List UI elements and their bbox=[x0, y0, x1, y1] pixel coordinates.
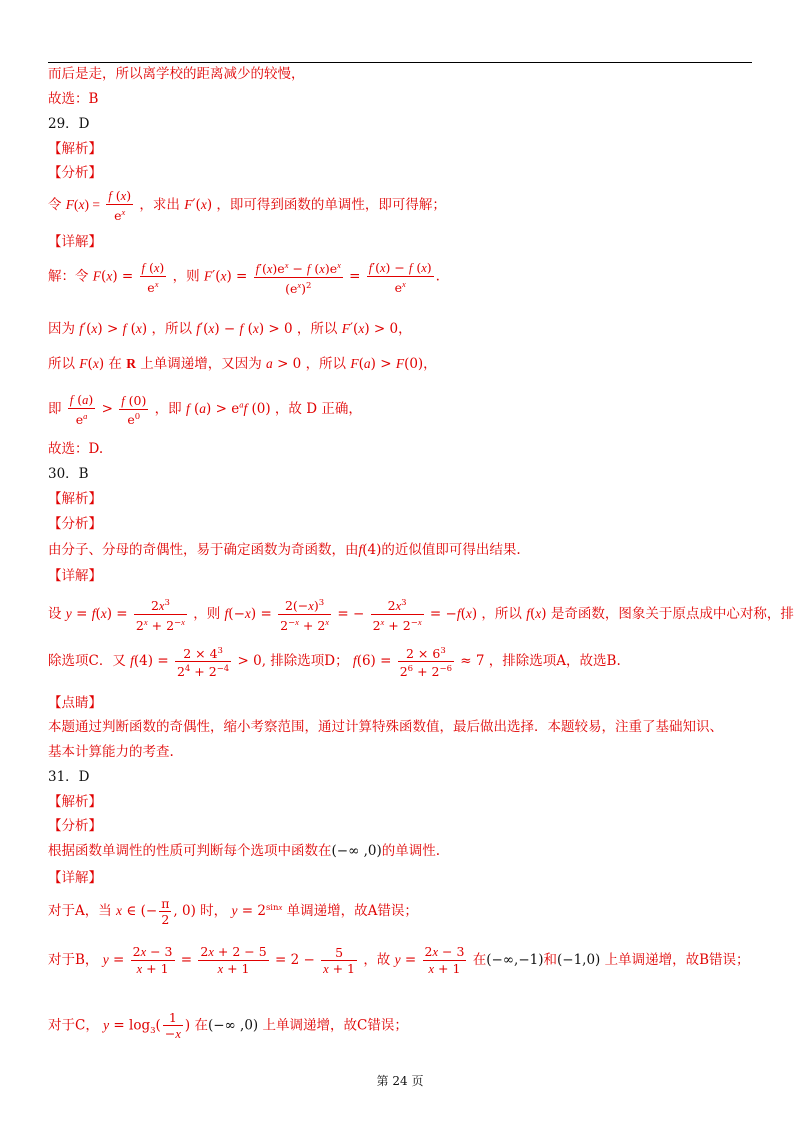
q31-option-b: 对于B， y = $\frac{2x - 3}{x + 1}$ = $\frac{2x + 2 - 5}{x + 1}$ = 2 − $\frac{5}{x + 1}$ ，故 y = $\frac{2x - 3}{x + 1}$ 在(−∞,−1)和(−1,0) 上单调递增，故B错误； bbox=[48, 944, 750, 976]
math-fraction: $\frac{1}{-x}$ bbox=[164, 1010, 181, 1041]
section-dianjing: 【点睛】 bbox=[48, 695, 102, 711]
math-fraction: $\frac{2x + 2 - 5}{x + 1}$ bbox=[200, 944, 267, 976]
q31-option-a: 对于A，当 x ∈ (− $\frac{\pi}{2}$ , 0) 时， $y = 2^{sinx}$ 单调递增，故A错误； bbox=[48, 896, 418, 927]
math-fraction: $\frac{5}{x + 1}$ bbox=[323, 944, 356, 976]
q30-analysis-line: 由分子、分母的奇偶性，易于确定函数为奇函数，由f(4)的近似值即可得出结果. bbox=[48, 542, 521, 558]
math-fraction: $\frac{2 \times 4^3}{2^4 + 2^{-4}}$ bbox=[176, 646, 230, 680]
text: ，求出 bbox=[139, 197, 180, 214]
text: ，所以 bbox=[305, 356, 347, 372]
text: 在 bbox=[108, 356, 122, 372]
text: 对于B， bbox=[48, 952, 99, 968]
text: 上单调递增，又因为 bbox=[140, 356, 262, 372]
math-fraction: $\frac{f'(x) - f (x)}{e^x}$ bbox=[368, 259, 432, 295]
math-fraction: $\frac{2 \times 6^3}{2^6 + 2^{-6}}$ bbox=[399, 646, 452, 680]
q29-line: 即 $\frac{f (a)}{e^a}$ > $\frac{f (0)}{e^0}$ ，即 f $(a) > e^af$ (0) ，故 D 正确， bbox=[48, 392, 362, 428]
q31-option-c: 对于C， $y = \log_3$( $\frac{1}{-x}$ ) 在(−∞ ,0) 上单调递增，故C错误； bbox=[48, 1010, 408, 1041]
math-fraction: $\frac{f (0)}{e^0}$ bbox=[121, 392, 147, 427]
header-rule bbox=[48, 62, 752, 63]
text: 是奇函数，图象关于原点成中心对称，排 bbox=[550, 606, 794, 623]
section-fenxi: 【分析】 bbox=[48, 516, 102, 532]
text: 时， bbox=[200, 903, 228, 919]
text: 令 bbox=[48, 197, 62, 214]
text: 所以 bbox=[48, 356, 75, 372]
math-fraction: $\frac{2x^3}{2^x + 2^{-x}}$ bbox=[135, 598, 185, 634]
answer-line: 故选：B bbox=[48, 91, 99, 107]
text: 和 bbox=[543, 952, 557, 968]
text: ，故 D 正确， bbox=[274, 401, 362, 418]
section-xiangjie: 【详解】 bbox=[48, 568, 102, 584]
math-fraction: $\frac{f'(x)e^x - f (x)e^x}{(e^x)^2}$ bbox=[255, 260, 341, 297]
text: ，则 bbox=[172, 268, 200, 285]
math-F-def: F bbox=[65, 197, 75, 213]
text: 单调递增，故A错误； bbox=[286, 903, 418, 919]
text: 由分子、分母的奇偶性，易于确定函数为奇函数，由 bbox=[48, 542, 359, 558]
q30-solution-line: 设 y = f(x) = $\frac{2x^3}{2^x + 2^{-x}}$ ，则 f(−x) = $\frac{2(-x)^3}{2^{-x} + 2^x}$ = − $\frac{2x^3}{2^x + 2^{-x}}$ = −f(x) ，所以 f(x) 是奇函数，图象关于原点成中心对称，排 bbox=[48, 598, 794, 634]
q29-analysis-line: 令 F(x) = $\frac{f (x)}{e^x}$ ，求出 F′(x) ，即可得到函数的单调性，即可得解； bbox=[48, 188, 446, 224]
text: 对于A，当 bbox=[48, 903, 112, 919]
text: 即 bbox=[48, 401, 62, 418]
question-31-header: 31．D bbox=[48, 769, 90, 785]
page-number: 第 24 页 bbox=[376, 1074, 424, 1088]
math-fraction: $\frac{2x - 3}{x + 1}$ bbox=[132, 944, 173, 976]
q30-solution-line: 除选项C．又 f(4) = $\frac{2 \times 4^3}{2^4 + 2^{-4}}$ > 0, 排除选项D； f(6) = $\frac{2 \times 6^3}{2^6 + 2^{-6}}$ ≈ 7 ，排除选项A，故选B. bbox=[48, 646, 621, 680]
text: ，则 bbox=[193, 606, 221, 623]
text: ，排除选项A，故选B. bbox=[488, 653, 621, 670]
text: 设 bbox=[48, 606, 62, 623]
q29-line: 因为 f′(x) > f (x) ，所以 f′(x) − f (x) > 0 ，所以 F′(x) > 0， bbox=[48, 321, 412, 337]
text: 在 bbox=[194, 1017, 208, 1034]
math-fraction: $\frac{2x - 3}{x + 1}$ bbox=[424, 944, 465, 976]
q30-remark-line: 基本计算能力的考查. bbox=[48, 744, 174, 760]
text: 上单调递增，故C错误； bbox=[262, 1017, 408, 1034]
text: 解：令 bbox=[48, 268, 89, 285]
section-xiangjie: 【详解】 bbox=[48, 234, 102, 250]
math-fraction: $\frac{2x^3}{2^x + 2^{-x}}$ bbox=[372, 598, 422, 634]
math-fraction: $\frac{f (x)}{e^x}$ bbox=[141, 259, 165, 295]
text: 上单调递增，故B错误； bbox=[604, 952, 750, 968]
math-fraction: $\frac{\pi}{2}$ bbox=[161, 896, 170, 927]
text: ，所以 bbox=[481, 606, 522, 623]
section-fenxi: 【分析】 bbox=[48, 165, 102, 181]
question-29-header: 29．D bbox=[48, 116, 90, 132]
text: R bbox=[126, 356, 136, 371]
text: 因为 bbox=[48, 321, 75, 337]
math-fraction: $\frac{f (x)}{e^x}$ bbox=[108, 188, 132, 224]
text: 除选项C．又 bbox=[48, 653, 126, 670]
text-line: 而后是走，所以离学校的距离减少的较慢， bbox=[48, 66, 305, 82]
text: 根据函数单调性的性质可判断每个选项中函数在 bbox=[48, 843, 332, 859]
text: 的近似值即可得出结果. bbox=[381, 542, 521, 558]
math-fraction: $\frac{f (a)}{e^a}$ bbox=[69, 392, 94, 428]
section-xiangjie: 【详解】 bbox=[48, 870, 102, 886]
section-jiexi: 【解析】 bbox=[48, 491, 102, 507]
math-fraction: $\frac{2(-x)^3}{2^{-x} + 2^x}$ bbox=[280, 598, 330, 634]
q29-line: 所以 F(x) 在 R 上单调递增，又因为 a > 0 ，所以 F(a) > F(0)， bbox=[48, 356, 437, 372]
q30-remark-line: 本题通过判断函数的奇偶性，缩小考察范围，通过计算特殊函数值，最后做出选择．本题较易，注重了基础知识、 bbox=[48, 719, 723, 735]
text: 排除选项D； bbox=[270, 653, 349, 670]
q29-solution-line: 解：令 F(x) = $\frac{f (x)}{e^x}$ ，则 F′(x) = $\frac{f'(x)e^x - f (x)e^x}{(e^x)^2}$ = $\frac{f'(x) - f (x)}{e^x}$ . bbox=[48, 259, 440, 297]
question-30-header: 30．B bbox=[48, 466, 89, 482]
section-fenxi: 【分析】 bbox=[48, 818, 102, 834]
text: 对于C， bbox=[48, 1017, 99, 1034]
text: 在 bbox=[472, 952, 487, 968]
text: ，即可得到函数的单调性，即可得解； bbox=[216, 197, 446, 214]
section-jiexi: 【解析】 bbox=[48, 141, 102, 157]
text: ，所以 bbox=[296, 321, 338, 337]
q31-analysis-line: 根据函数单调性的性质可判断每个选项中函数在(−∞ ,0)的单调性. bbox=[48, 843, 441, 859]
answer-line: 故选：D. bbox=[48, 441, 104, 457]
text: ，所以 bbox=[151, 321, 192, 337]
section-jiexi: 【解析】 bbox=[48, 794, 102, 810]
text: 的单调性. bbox=[381, 843, 441, 859]
text: ，即 bbox=[154, 401, 182, 418]
text: ，故 bbox=[363, 952, 391, 968]
